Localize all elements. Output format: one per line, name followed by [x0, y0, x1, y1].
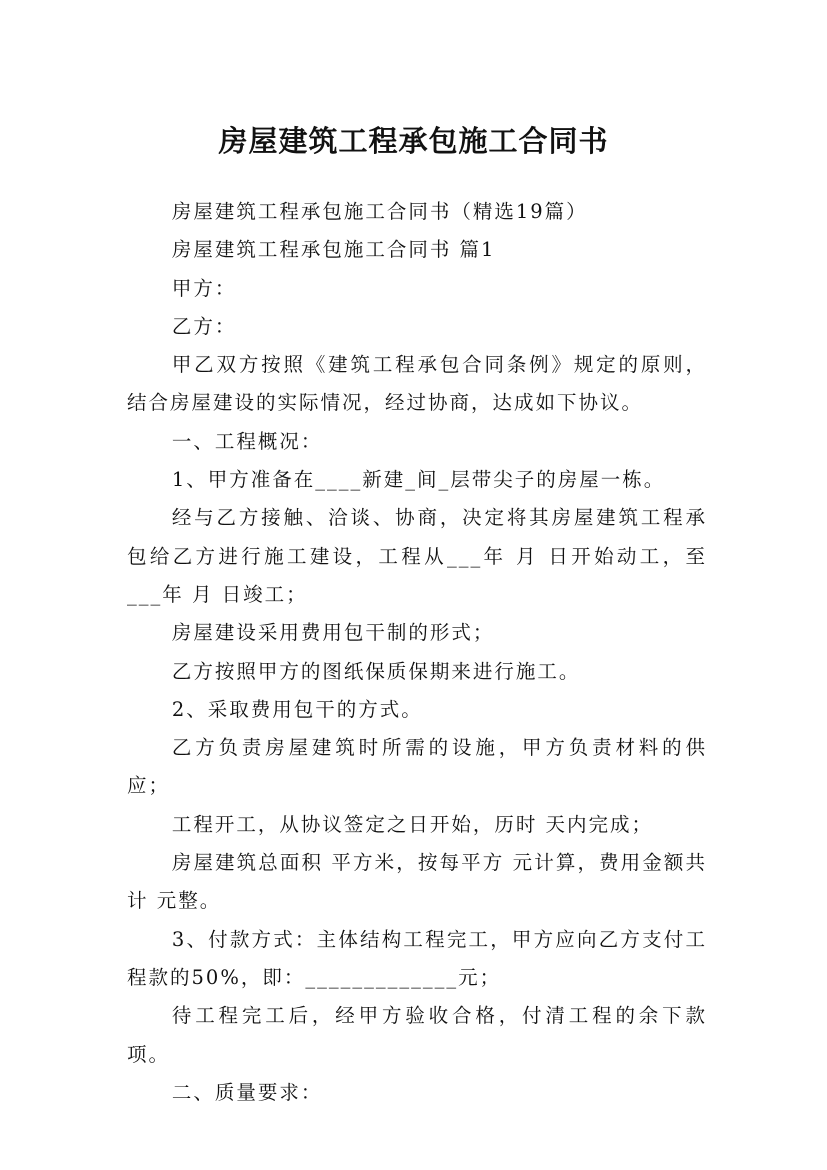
paragraph-clause-3-payment: 3、付款方式：主体结构工程完工，甲方应向乙方支付工程款的50%，即：_____________元； — [127, 927, 707, 989]
paragraph-clause-1: 1、甲方准备在____新建_间_层带尖子的房屋一栋。 — [171, 468, 666, 492]
paragraph-clause-2: 2、采取费用包干的方式。 — [171, 697, 423, 721]
paragraph-heading-quality: 二、质量要求： — [171, 1080, 323, 1104]
document-title: 房屋建筑工程承包施工合同书 — [218, 124, 609, 159]
paragraph-party-b: 乙方： — [171, 314, 237, 338]
paragraph-fee-form: 房屋建设采用费用包干制的形式； — [171, 621, 495, 645]
paragraph-section-heading: 房屋建筑工程承包施工合同书 篇1 — [171, 238, 496, 262]
paragraph-subtitle: 房屋建筑工程承包施工合同书（精选19篇） — [171, 200, 588, 223]
paragraph-construction-standard: 乙方按照甲方的图纸保质保期来进行施工。 — [171, 659, 581, 683]
paragraph-party-a: 甲方： — [171, 276, 237, 300]
paragraph-final-payment: 待工程完工后，经甲方验收合格，付清工程的余下款项。 — [127, 1004, 707, 1066]
paragraph-preamble: 甲乙双方按照《建筑工程承包合同条例》规定的原则，结合房屋建设的实际情况，经过协商，达成如下协议。 — [127, 353, 707, 415]
paragraph-heading-overview: 一、工程概况： — [171, 429, 323, 453]
paragraph-duration: 工程开工，从协议签定之日开始，历时 天内完成； — [171, 812, 654, 836]
paragraph-responsibilities: 乙方负责房屋建筑时所需的设施，甲方负责材料的供应； — [127, 736, 707, 798]
paragraph-area-cost: 房屋建筑总面积 平方米，按每平方 元计算，费用金额共计 元整。 — [127, 851, 707, 913]
document-body — [127, 193, 707, 1112]
paragraph-contract-scope: 经与乙方接触、洽谈、协商，决定将其房屋建筑工程承包给乙方进行施工建设，工程从___年 月 日开始动工，至___年 月 日竣工； — [127, 506, 707, 606]
